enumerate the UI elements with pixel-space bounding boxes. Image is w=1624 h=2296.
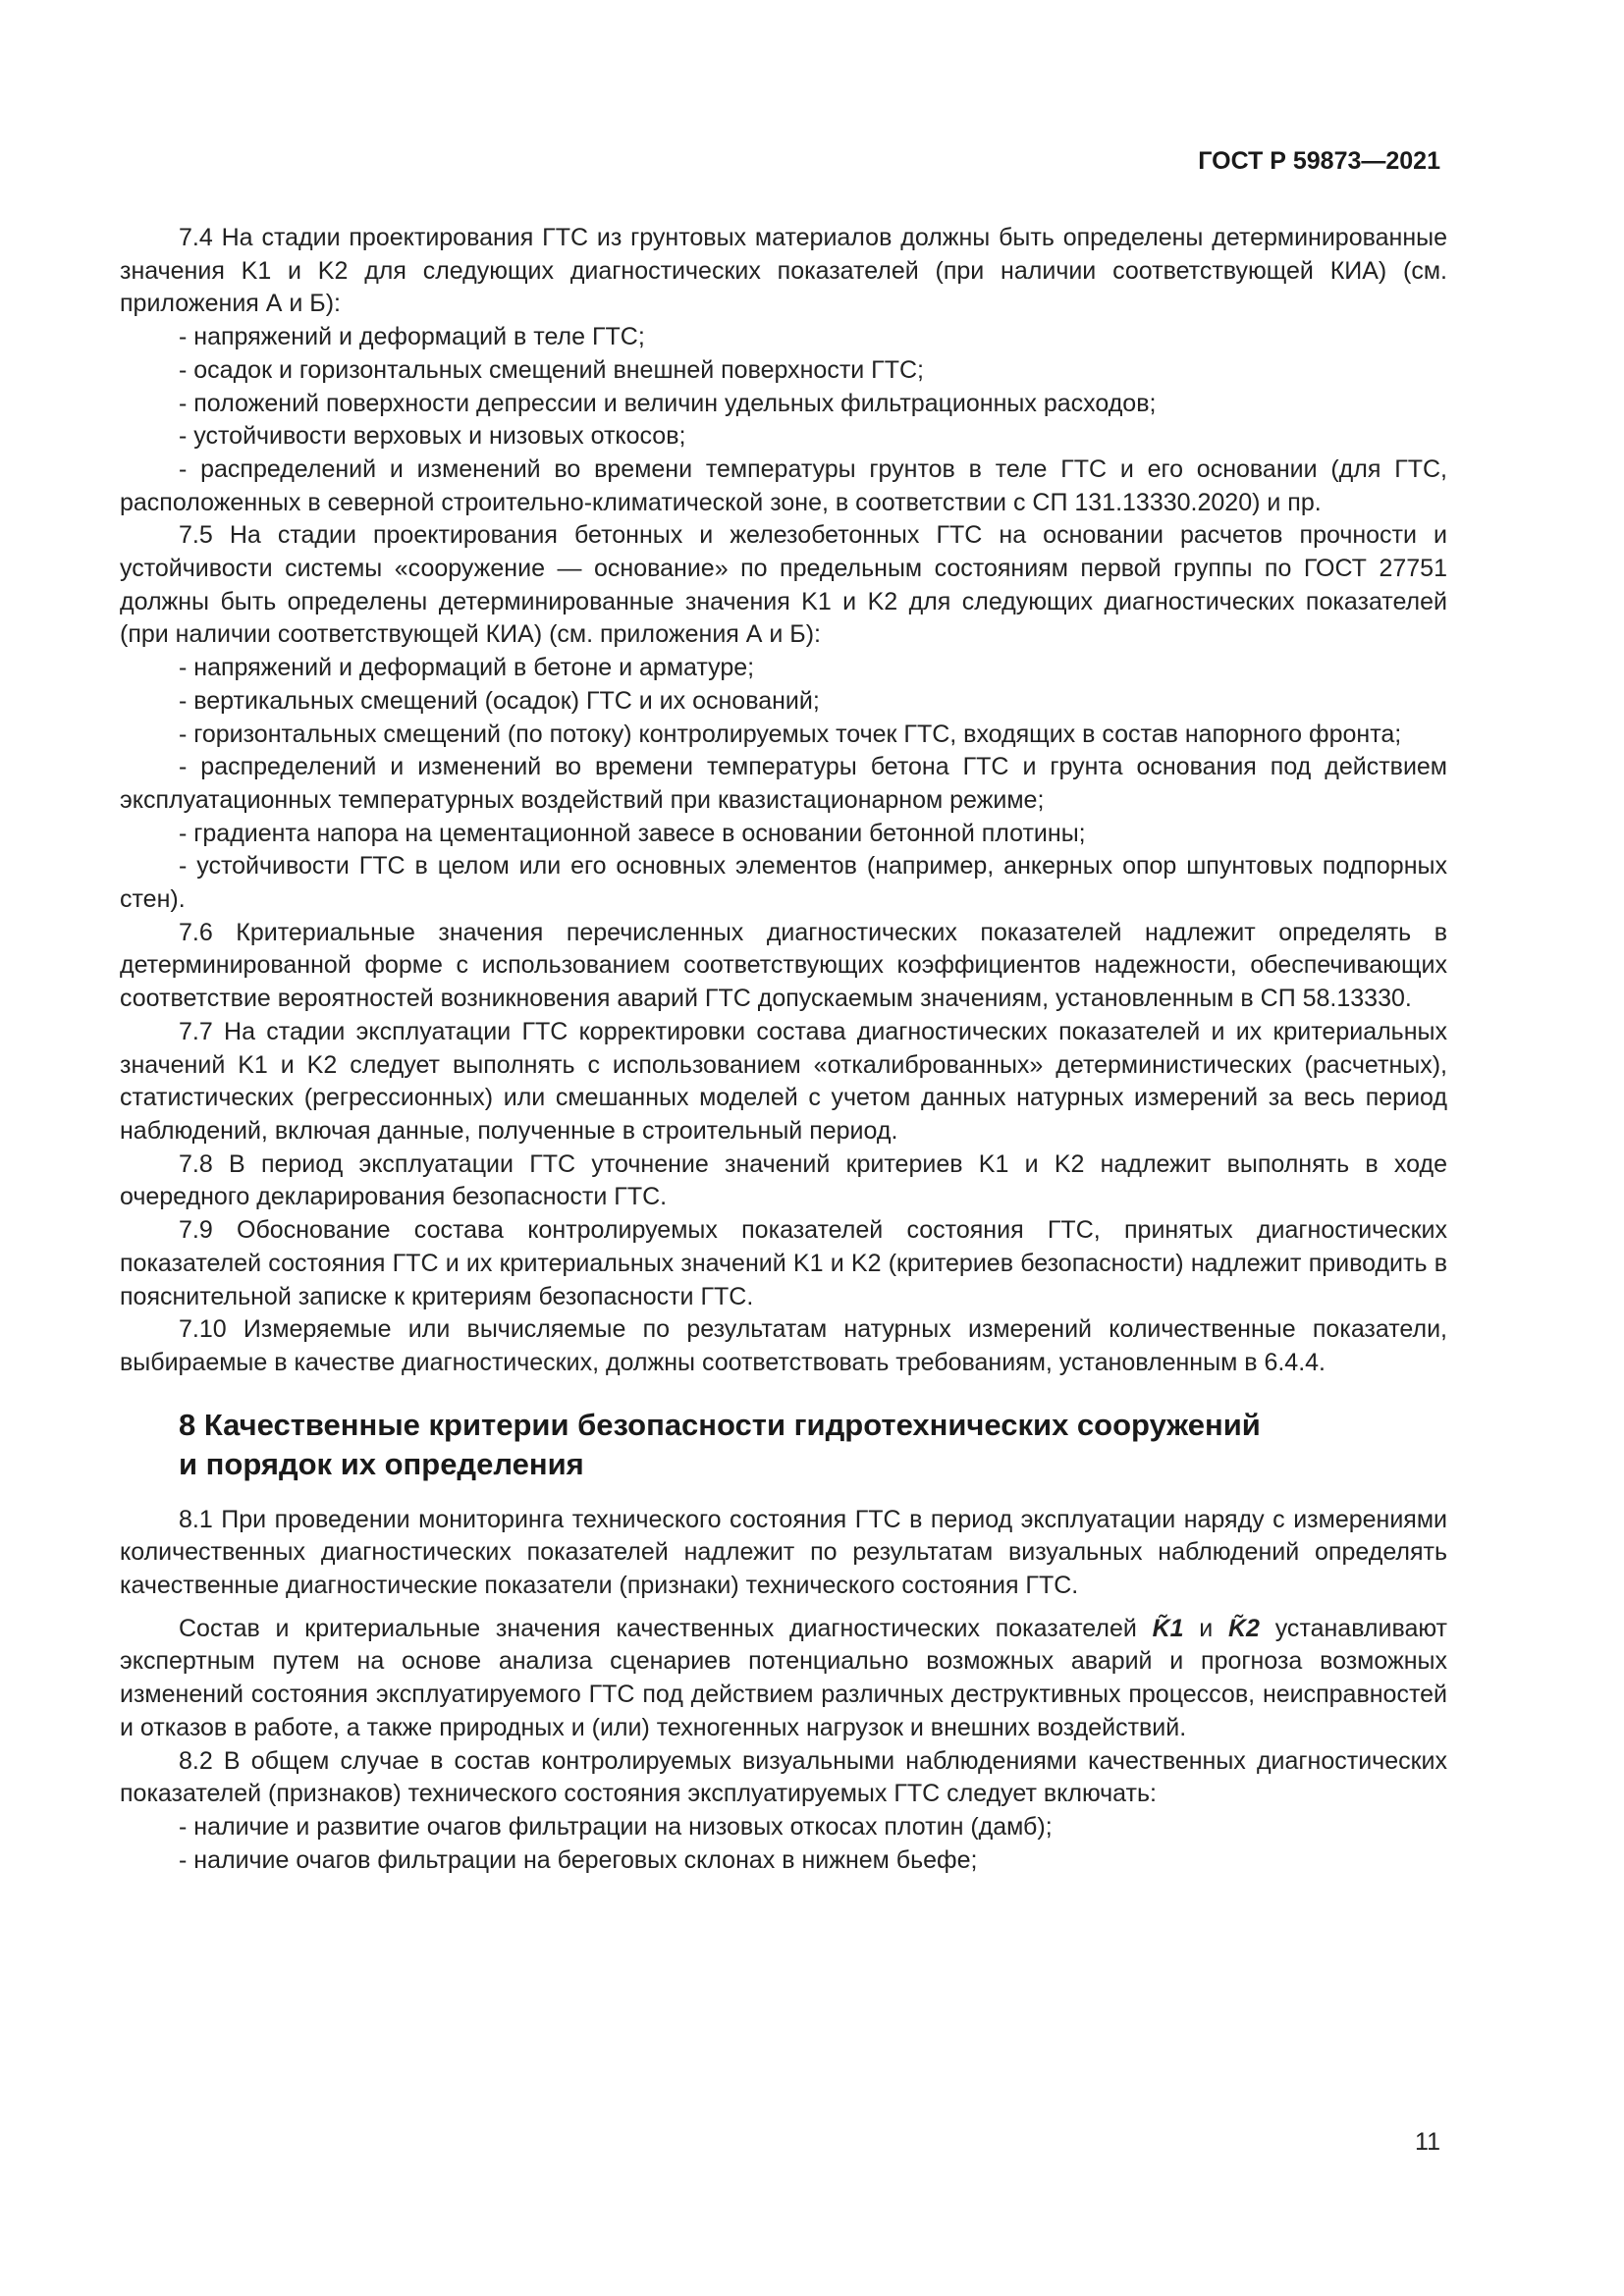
- list-item: - наличие и развитие очагов фильтрации на низовых откосах плотин (дамб);: [179, 1812, 1053, 1841]
- paragraph-7-6: 7.6 Критериальные значения перечисленных диагностических показателей надлежит определять в детерминированной форме с использованием соответствующих коэффициентов надежности, обеспечивающих соответствие вероятностей возникновения аварий ГТС допускаемым значениям, установленным в СП 58.13330.: [120, 918, 1447, 1013]
- section-heading-line-2: и порядок их определения: [179, 1446, 584, 1481]
- document-code: ГОСТ Р 59873—2021: [1198, 147, 1440, 175]
- paragraph-composition: [120, 1613, 1447, 1745]
- list-item: - напряжений и деформаций в бетоне и арматуре;: [179, 654, 755, 682]
- list-item: - устойчивости ГТС в целом или его основных элементов (например, анкерных опор шпунтовых подпорных стен).: [120, 852, 1447, 914]
- criterion-k2-tilde: K̃2: [1227, 1614, 1260, 1642]
- list-item: - напряжений и деформаций в теле ГТС;: [179, 323, 645, 351]
- list-item: - устойчивости верховых и низовых откосов;: [179, 422, 686, 451]
- page-number: 11: [1415, 2128, 1440, 2156]
- list-item: - положений поверхности депрессии и величин удельных фильтрационных расходов;: [179, 389, 1157, 417]
- paragraph-7-9: 7.9 Обоснование состава контролируемых показателей состояния ГТС, принятых диагностических показателей состояния ГТС и их критериальных значений K1 и K2 (критериев безопасности) надлежит приводить в пояснительной записке к критериям безопасности ГТС.: [120, 1216, 1447, 1310]
- criterion-k1-tilde: K̃1: [1152, 1614, 1184, 1642]
- list-item: - горизонтальных смещений (по потоку) контролируемых точек ГТС, входящих в состав напорного фронта;: [179, 720, 1402, 748]
- list-item: - распределений и изменений во времени температуры бетона ГТС и грунта основания под действием эксплуатационных температурных воздействий при квазистационарном режиме;: [120, 753, 1447, 814]
- section-heading-line-1: 8 Качественные критерии безопасности гидротехнических сооружений: [179, 1407, 1261, 1442]
- composition-rest: устанавливают экспертным путем на основе анализа сценариев потенциально возможных аварий и прогноза возможных изменений состояния эксплуатируемого ГТС под действием различных деструктивных процессов, неисправностей и отказов в работе, а также природных и (или) техногенных нагрузок и внешних воздействий.: [120, 1614, 1448, 1741]
- list-item: - осадок и горизонтальных смещений внешней поверхности ГТС;: [179, 355, 924, 384]
- paragraph-7-8: 7.8 В период эксплуатации ГТС уточнение значений критериев K1 и K2 надлежит выполнять в ходе очередного декларирования безопасности ГТС.: [120, 1149, 1447, 1211]
- paragraph-7-10: 7.10 Измеряемые или вычисляемые по результатам натурных измерений количественные показатели, выбираемые в качестве диагностических, должны соответствовать требованиям, установленным в 6.4.4.: [120, 1315, 1447, 1376]
- composition-lead: Состав и критериальные значения качественных диагностических показателей: [179, 1614, 1153, 1642]
- paragraph-7-5: 7.5 На стадии проектирования бетонных и железобетонных ГТС на основании расчетов прочности и устойчивости системы «сооружение — основание» по предельным состояниям первой группы по ГОСТ 27751 должны быть определены детерминированные значения K1 и K2 для следующих диагностических показателей (при наличии соответствующей КИА) (см. приложения А и Б):: [120, 521, 1447, 649]
- paragraph-7-7: 7.7 На стадии эксплуатации ГТС корректировки состава диагностических показателей и их критериальных значений K1 и K2 следует выполнять с использованием «откалиброванных» детерминистических (расчетных), статистических (регрессионных) или смешанных моделей с учетом данных натурных измерений за весь период наблюдений, включая данные, полученные в строительный период.: [120, 1017, 1447, 1145]
- list-item: - наличие очагов фильтрации на береговых склонах в нижнем бьефе;: [179, 1845, 978, 1874]
- document-body: [120, 222, 1447, 1877]
- section-8-heading: [179, 1406, 1447, 1484]
- list-item: - градиента напора на цементационной завесе в основании бетонной плотины;: [179, 819, 1086, 847]
- list-item: - вертикальных смещений (осадок) ГТС и их оснований;: [179, 686, 820, 715]
- paragraph-8-1: 8.1 При проведении мониторинга технического состояния ГТС в период эксплуатации наряду с измерениями количественных диагностических показателей надлежит по результатам визуальных наблюдений определять качественные диагностические показатели (признаки) технического состояния ГТС.: [120, 1505, 1447, 1600]
- paragraph-8-2: 8.2 В общем случае в состав контролируемых визуальными наблюдениями качественных диагностических показателей (признаков) технического состояния эксплуатируемых ГТС следует включать:: [120, 1746, 1447, 1808]
- list-item: - распределений и изменений во времени температуры грунтов в теле ГТС и его основании (для ГТС, расположенных в северной строительно-климатической зоне, в соответствии с СП 131.13330.2020) и пр.: [120, 454, 1447, 516]
- composition-and: и: [1183, 1614, 1228, 1642]
- paragraph-7-4: 7.4 На стадии проектирования ГТС из грунтовых материалов должны быть определены детерминированные значения K1 и K2 для следующих диагностических показателей (при наличии соответствующей КИА) (см. приложения А и Б):: [120, 224, 1447, 318]
